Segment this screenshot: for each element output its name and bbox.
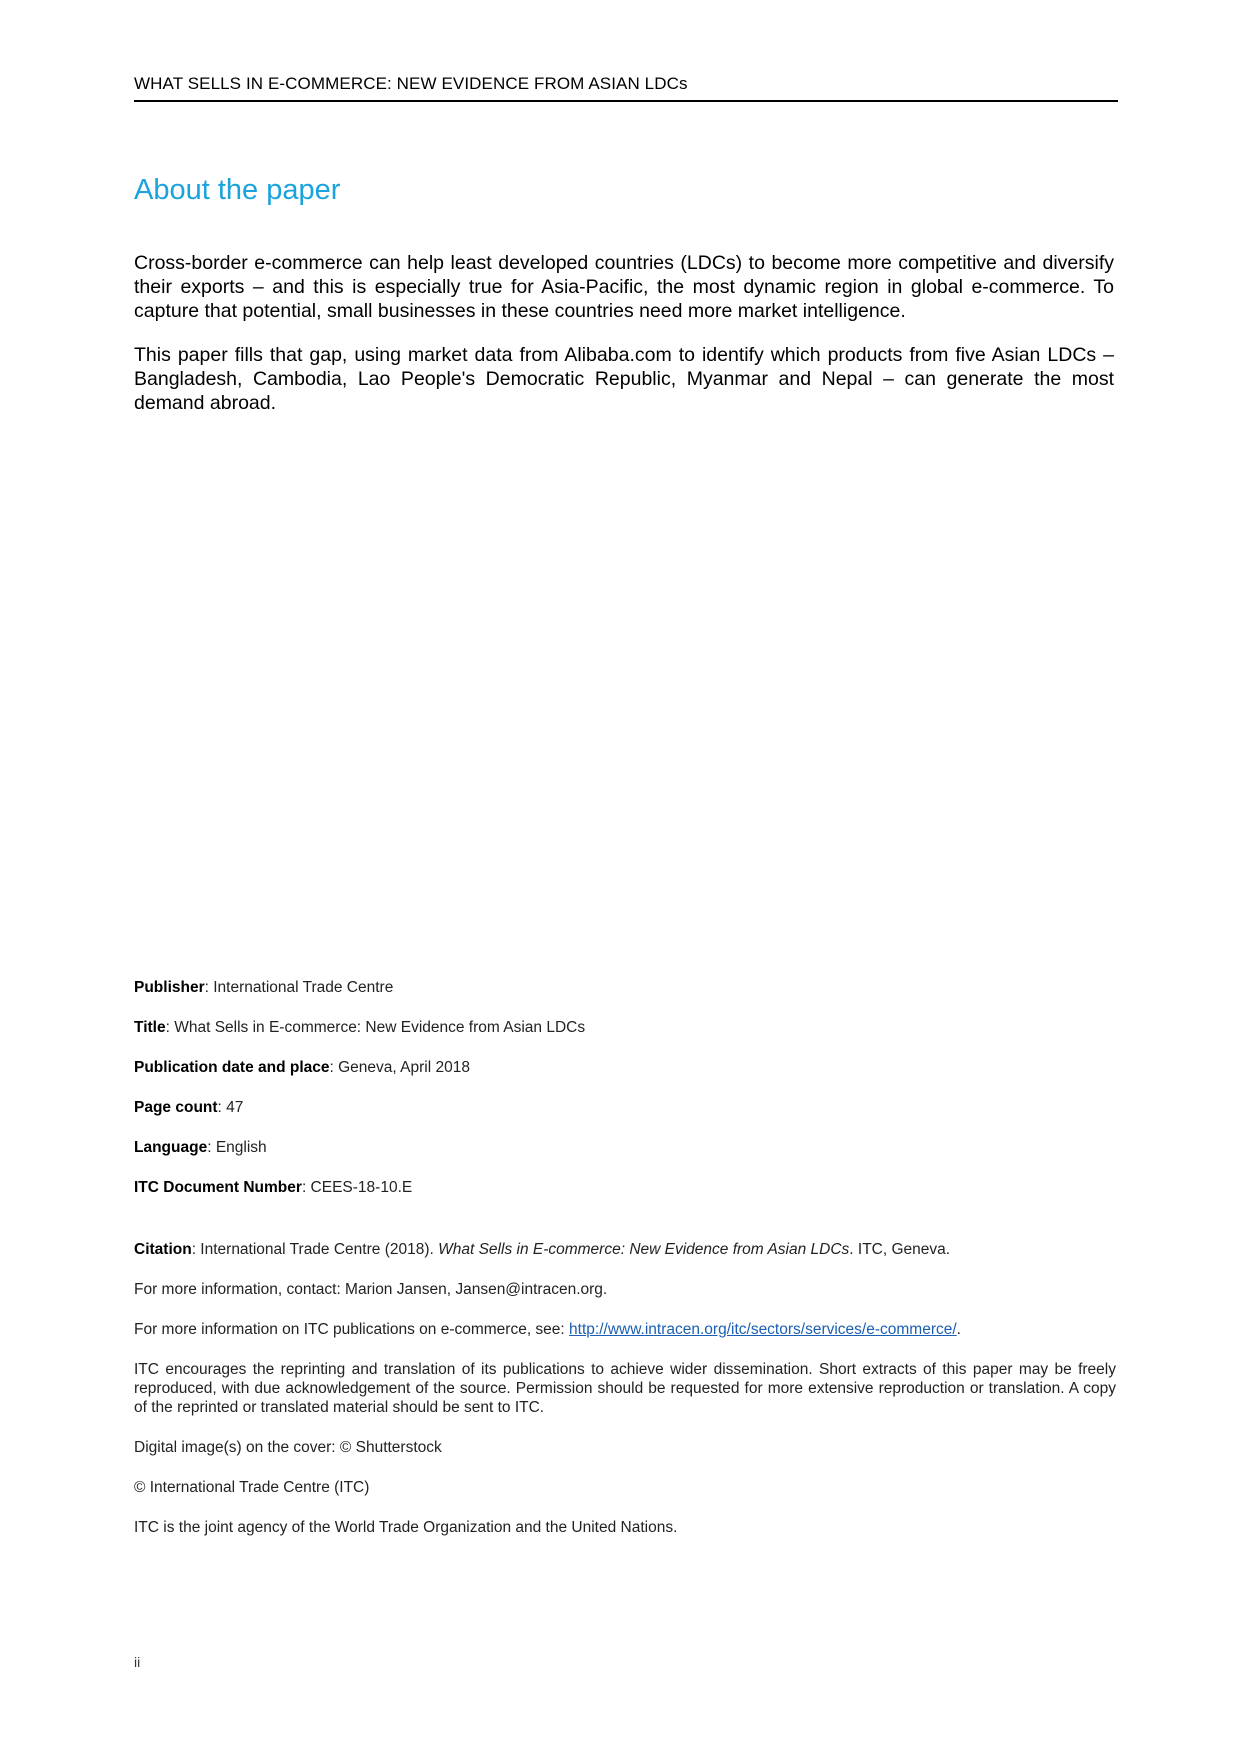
- publications-suffix: .: [956, 1321, 961, 1338]
- intro-text: [134, 251, 1114, 435]
- copyright-line: © International Trade Centre (ITC): [134, 1479, 370, 1496]
- publisher-line: [134, 978, 1116, 997]
- page-count-label: Page count: [134, 1099, 218, 1116]
- page-count-value: : 47: [217, 1099, 244, 1116]
- publications-link[interactable]: http://www.intracen.org/itc/sectors/services/e-commerce/: [569, 1321, 957, 1338]
- citation-suffix: . ITC, Geneva.: [849, 1241, 951, 1258]
- language-label: Language: [134, 1139, 208, 1156]
- title-value: : What Sells in E-commerce: New Evidence from Asian LDCs: [165, 1019, 586, 1036]
- doc-number-label: ITC Document Number: [134, 1179, 302, 1196]
- section-title: About the paper: [134, 174, 341, 206]
- pub-date-value: : Geneva, April 2018: [329, 1059, 470, 1076]
- doc-number-value: : CEES-18-10.E: [301, 1179, 413, 1196]
- cover-credit: Digital image(s) on the cover: © Shutterstock: [134, 1439, 442, 1456]
- title-line: [134, 1018, 1116, 1037]
- doc-number-line: [134, 1178, 1116, 1197]
- language-line: [134, 1138, 1116, 1157]
- citation-work-title: What Sells in E-commerce: New Evidence from Asian LDCs: [438, 1241, 850, 1258]
- title-label: Title: [134, 1019, 166, 1036]
- language-value: : English: [207, 1139, 267, 1156]
- citation-prefix: : International Trade Centre (2018).: [191, 1241, 439, 1258]
- citation-label: Citation: [134, 1241, 192, 1258]
- publisher-value: : International Trade Centre: [204, 979, 394, 996]
- citation-line: [134, 1240, 1116, 1259]
- pub-date-label: Publication date and place: [134, 1059, 330, 1076]
- contact-line: For more information, contact: Marion Jansen, Jansen@intracen.org.: [134, 1281, 608, 1298]
- pub-date-line: [134, 1058, 1116, 1077]
- publication-details: [134, 978, 1116, 1558]
- publications-prefix: For more information on ITC publications on e-commerce, see:: [134, 1321, 570, 1338]
- page-count-line: [134, 1098, 1116, 1117]
- intro-paragraph: This paper fills that gap, using market data from Alibaba.com to identify which products from five Asian LDCs – Bangladesh, Cambodia, Lao People's Democratic Republic, Myanmar and Nepal – can generate the most demand abroad.: [134, 344, 1114, 414]
- agency-note: ITC is the joint agency of the World Trade Organization and the United Nations.: [134, 1519, 678, 1536]
- intro-paragraph: Cross-border e-commerce can help least developed countries (LDCs) to become more competitive and diversify their exports – and this is especially true for Asia-Pacific, the most dynamic region in global e-commerce. To capture that potential, small businesses in these countries need more market intelligence.: [134, 252, 1114, 322]
- reprint-notice: ITC encourages the reprinting and translation of its publications to achieve wider dissemination. Short extracts of this paper may be freely reproduced, with due acknowledgement of the source. Permission should be requested for more extensive reproduction or translation. A copy of the reprinted or translated material should be sent to ITC.: [134, 1361, 1116, 1416]
- running-header: WHAT SELLS IN E-COMMERCE: NEW EVIDENCE FROM ASIAN LDCs: [134, 74, 1118, 102]
- page-number: ii: [134, 1654, 141, 1670]
- publications-line: [134, 1320, 1116, 1339]
- publisher-label: Publisher: [134, 979, 205, 996]
